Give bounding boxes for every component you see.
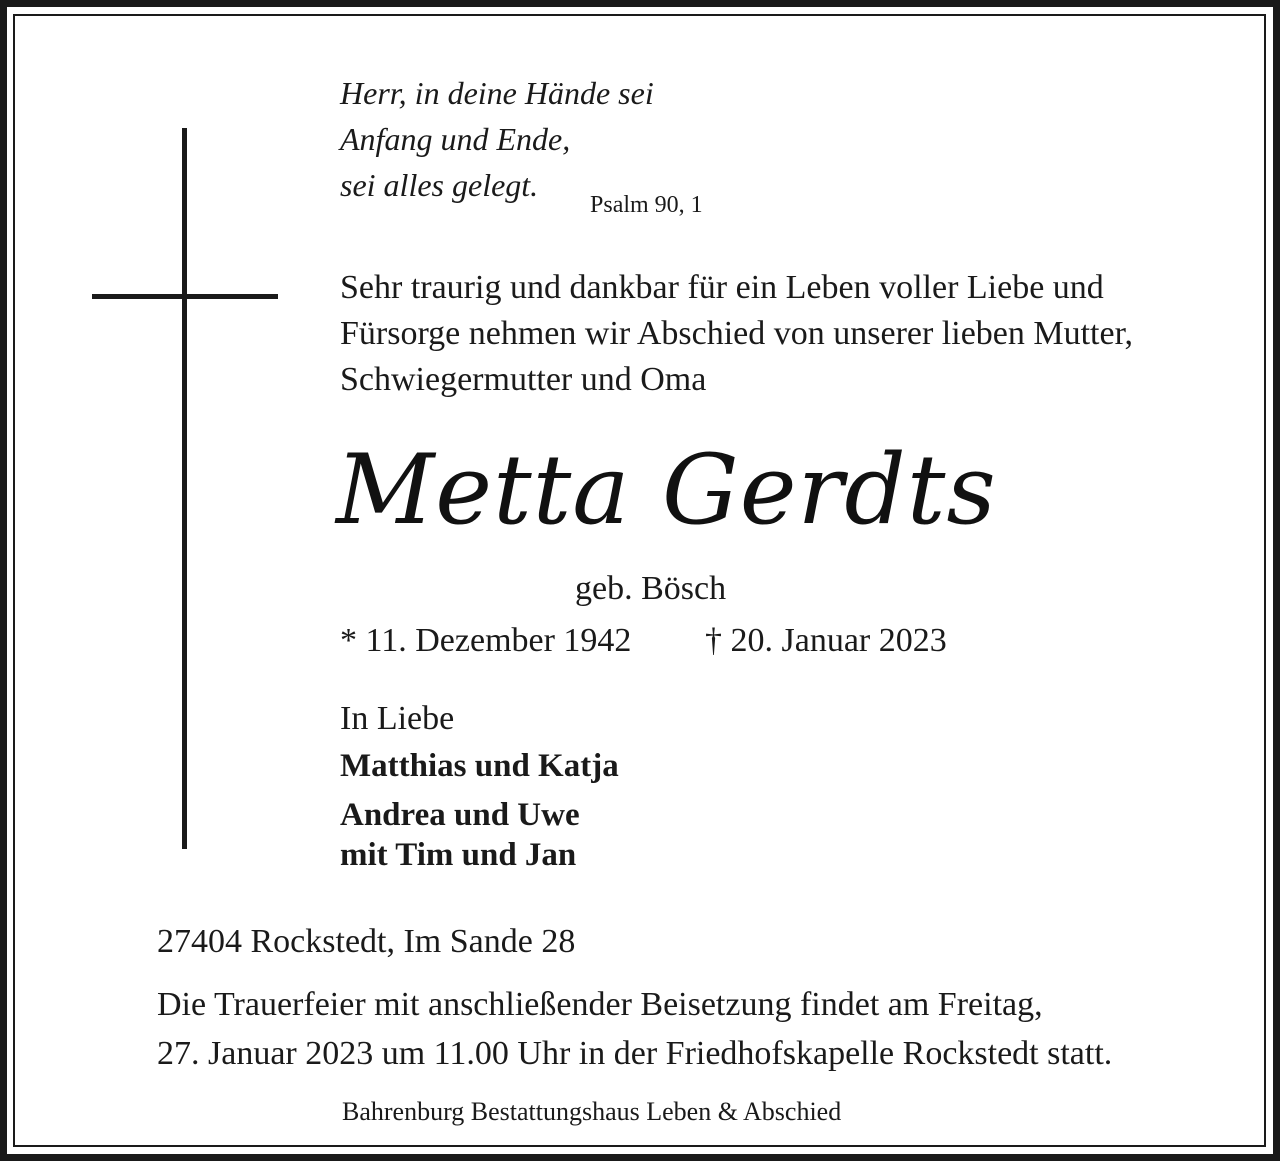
intro-line: Fürsorge nehmen wir Abschied von unserer lieben Mutter,	[340, 315, 1134, 352]
cross-icon-horizontal-beam	[92, 294, 278, 299]
bible-verse	[340, 70, 654, 208]
intro-line: Schwiegermutter und Oma	[340, 361, 707, 398]
intro-text	[340, 265, 1133, 403]
service-line: 27. Januar 2023 um 11.00 Uhr in der Friedhofskapelle Rockstedt statt.	[157, 1035, 1113, 1072]
funeral-service-info	[157, 980, 1112, 1078]
family-address: 27404 Rockstedt, Im Sande 28	[157, 923, 576, 960]
undertaker-name: Bahrenburg Bestattungshaus Leben & Abschied	[342, 1097, 842, 1126]
verse-line: sei alles gelegt.	[340, 167, 539, 203]
deceased-name: Metta Gerdts	[336, 434, 997, 546]
cross-icon-vertical-beam	[182, 128, 187, 849]
mourner-name: Andrea und Uwe	[340, 797, 580, 833]
maiden-name: geb. Bösch	[575, 570, 727, 607]
death-date: † 20. Januar 2023	[705, 622, 947, 659]
mourner-name: mit Tim und Jan	[340, 837, 577, 873]
mourner-name: Matthias und Katja	[340, 748, 619, 784]
verse-line: Anfang und Ende,	[340, 121, 571, 157]
verse-line: Herr, in deine Hände sei	[340, 75, 654, 111]
birth-date: * 11. Dezember 1942	[340, 622, 632, 659]
verse-reference: Psalm 90, 1	[590, 192, 703, 218]
mourners-intro: In Liebe	[340, 700, 455, 737]
service-line: Die Trauerfeier mit anschließender Beisetzung findet am Freitag,	[157, 986, 1043, 1023]
intro-line: Sehr traurig und dankbar für ein Leben voller Liebe und	[340, 269, 1104, 306]
